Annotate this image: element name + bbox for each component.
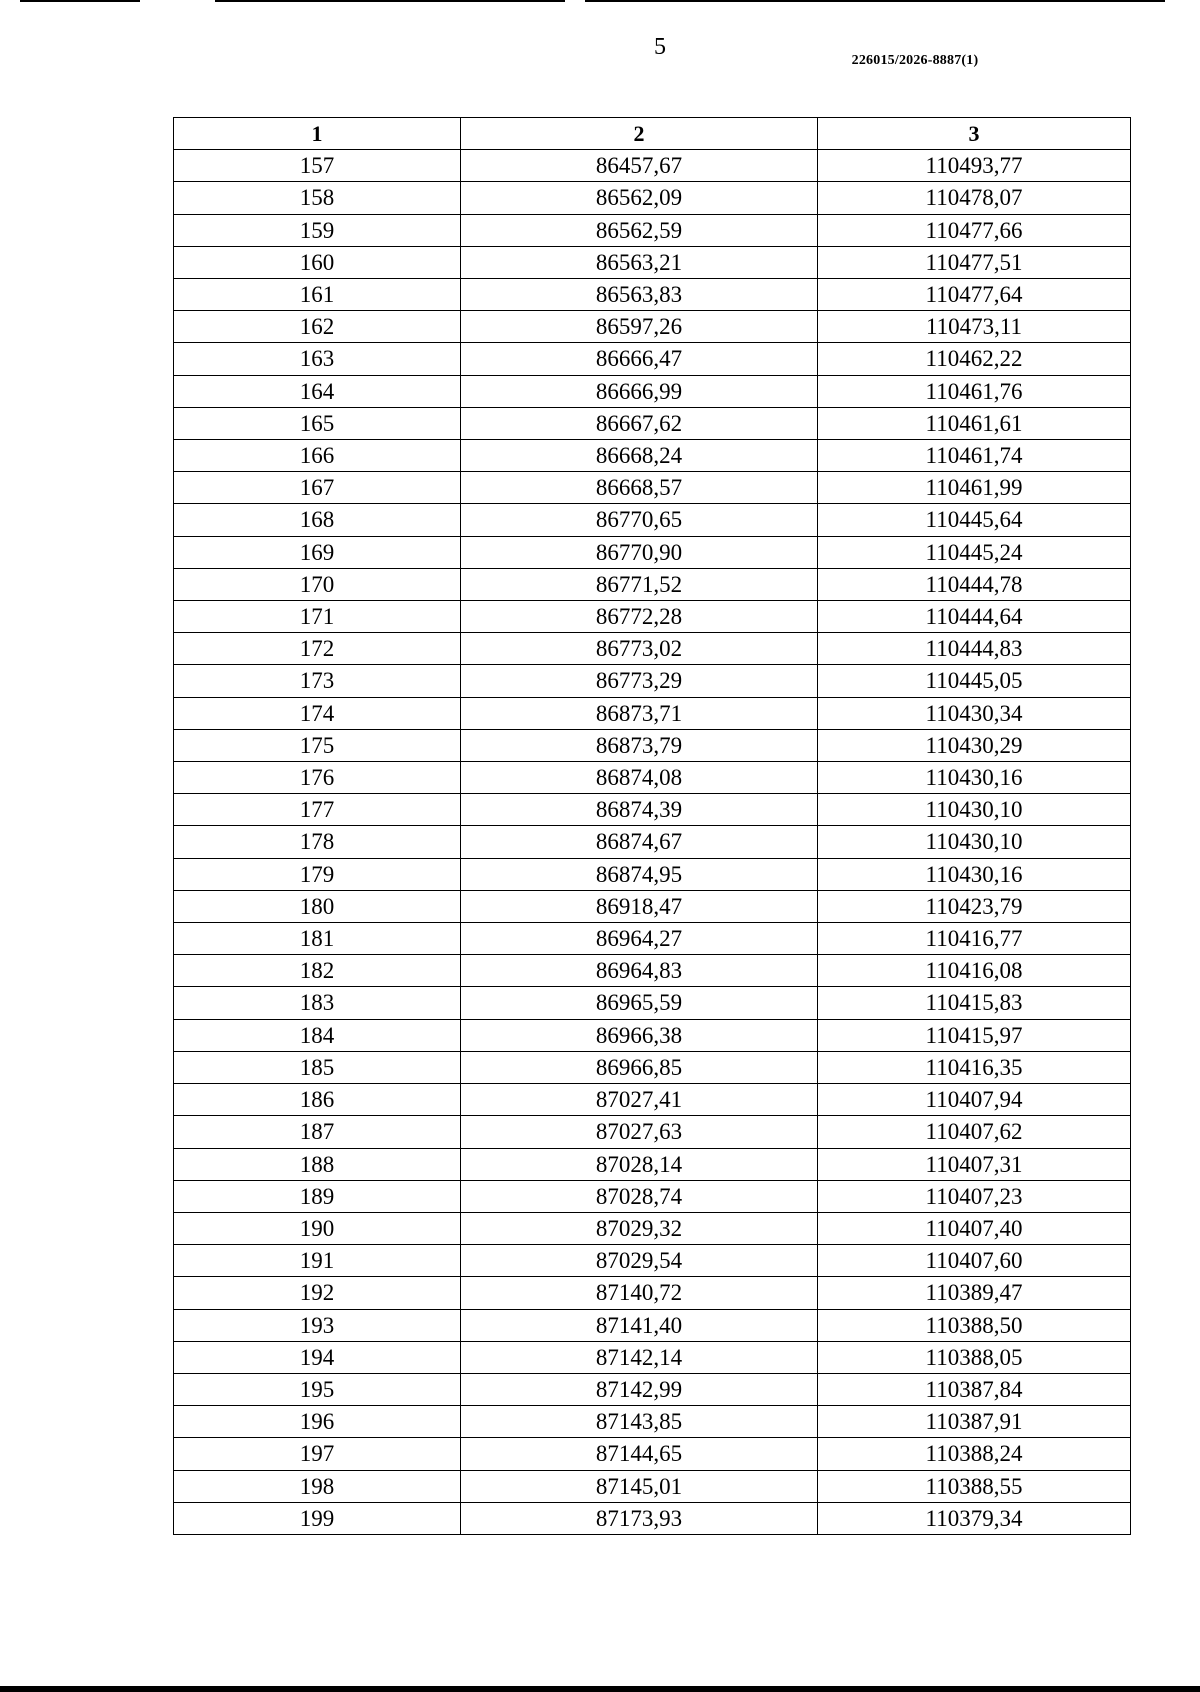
document-reference: 226015/2026-8887(1) — [851, 53, 979, 68]
x-coordinate-cell: 87142,14 — [461, 1341, 818, 1373]
point-number-cell: 193 — [174, 1309, 461, 1341]
y-coordinate-cell: 110407,40 — [818, 1212, 1131, 1244]
table-row — [174, 472, 1131, 504]
point-number-cell: 164 — [174, 375, 461, 407]
y-coordinate-cell: 110388,55 — [818, 1470, 1131, 1502]
table-row — [174, 504, 1131, 536]
x-coordinate-cell: 87027,41 — [461, 1084, 818, 1116]
point-number-cell: 171 — [174, 601, 461, 633]
point-number-cell: 165 — [174, 407, 461, 439]
table-row — [174, 955, 1131, 987]
x-coordinate-cell: 86770,65 — [461, 504, 818, 536]
y-coordinate-cell: 110477,51 — [818, 246, 1131, 278]
y-coordinate-cell: 110389,47 — [818, 1277, 1131, 1309]
y-coordinate-cell: 110415,97 — [818, 1019, 1131, 1051]
point-number-cell: 183 — [174, 987, 461, 1019]
table-row — [174, 794, 1131, 826]
top-scan-rule-right — [585, 0, 1165, 2]
table-row — [174, 1084, 1131, 1116]
table-row — [174, 923, 1131, 955]
table-row — [174, 1373, 1131, 1405]
y-coordinate-cell: 110407,60 — [818, 1245, 1131, 1277]
table-row — [174, 1309, 1131, 1341]
point-number-cell: 196 — [174, 1406, 461, 1438]
table-row — [174, 375, 1131, 407]
column-header: 3 — [818, 118, 1131, 150]
table-row — [174, 568, 1131, 600]
x-coordinate-cell: 86668,57 — [461, 472, 818, 504]
table-row — [174, 1019, 1131, 1051]
x-coordinate-cell: 86597,26 — [461, 311, 818, 343]
y-coordinate-cell: 110407,62 — [818, 1116, 1131, 1148]
y-coordinate-cell: 110445,24 — [818, 536, 1131, 568]
x-coordinate-cell: 87028,74 — [461, 1180, 818, 1212]
point-number-cell: 174 — [174, 697, 461, 729]
y-coordinate-cell: 110462,22 — [818, 343, 1131, 375]
x-coordinate-cell: 86563,83 — [461, 279, 818, 311]
point-number-cell: 198 — [174, 1470, 461, 1502]
point-number-cell: 188 — [174, 1148, 461, 1180]
point-number-cell: 167 — [174, 472, 461, 504]
x-coordinate-cell: 86771,52 — [461, 568, 818, 600]
x-coordinate-cell: 87173,93 — [461, 1502, 818, 1534]
point-number-cell: 160 — [174, 246, 461, 278]
x-coordinate-cell: 86666,99 — [461, 375, 818, 407]
x-coordinate-cell: 86873,79 — [461, 729, 818, 761]
point-number-cell: 187 — [174, 1116, 461, 1148]
y-coordinate-cell: 110444,64 — [818, 601, 1131, 633]
table-row — [174, 311, 1131, 343]
table-row — [174, 1245, 1131, 1277]
y-coordinate-cell: 110407,94 — [818, 1084, 1131, 1116]
x-coordinate-cell: 87143,85 — [461, 1406, 818, 1438]
point-number-cell: 173 — [174, 665, 461, 697]
x-coordinate-cell: 86773,29 — [461, 665, 818, 697]
point-number-cell: 162 — [174, 311, 461, 343]
y-coordinate-cell: 110430,16 — [818, 762, 1131, 794]
table-row — [174, 729, 1131, 761]
x-coordinate-cell: 86457,67 — [461, 150, 818, 182]
y-coordinate-cell: 110407,31 — [818, 1148, 1131, 1180]
column-header: 1 — [174, 118, 461, 150]
point-number-cell: 163 — [174, 343, 461, 375]
table-row — [174, 1116, 1131, 1148]
y-coordinate-cell: 110461,74 — [818, 440, 1131, 472]
point-number-cell: 179 — [174, 858, 461, 890]
x-coordinate-cell: 86874,67 — [461, 826, 818, 858]
table-row — [174, 826, 1131, 858]
x-coordinate-cell: 87029,54 — [461, 1245, 818, 1277]
x-coordinate-cell: 86874,39 — [461, 794, 818, 826]
x-coordinate-cell: 86562,59 — [461, 214, 818, 246]
point-number-cell: 186 — [174, 1084, 461, 1116]
x-coordinate-cell: 87144,65 — [461, 1438, 818, 1470]
y-coordinate-cell: 110444,83 — [818, 633, 1131, 665]
point-number-cell: 157 — [174, 150, 461, 182]
y-coordinate-cell: 110445,05 — [818, 665, 1131, 697]
point-number-cell: 169 — [174, 536, 461, 568]
point-number-cell: 170 — [174, 568, 461, 600]
y-coordinate-cell: 110430,29 — [818, 729, 1131, 761]
y-coordinate-cell: 110477,64 — [818, 279, 1131, 311]
table-row — [174, 182, 1131, 214]
point-number-cell: 194 — [174, 1341, 461, 1373]
y-coordinate-cell: 110416,08 — [818, 955, 1131, 987]
page-number: 5 — [654, 34, 666, 60]
point-number-cell: 172 — [174, 633, 461, 665]
x-coordinate-cell: 86874,95 — [461, 858, 818, 890]
x-coordinate-cell: 86668,24 — [461, 440, 818, 472]
x-coordinate-cell: 86667,62 — [461, 407, 818, 439]
top-scan-rule-left — [20, 0, 140, 2]
column-header: 2 — [461, 118, 818, 150]
y-coordinate-cell: 110445,64 — [818, 504, 1131, 536]
top-scan-rule-middle — [215, 0, 565, 2]
coordinates-table — [173, 117, 1131, 1535]
y-coordinate-cell: 110423,79 — [818, 890, 1131, 922]
y-coordinate-cell: 110478,07 — [818, 182, 1131, 214]
x-coordinate-cell: 86772,28 — [461, 601, 818, 633]
y-coordinate-cell: 110430,10 — [818, 826, 1131, 858]
table-row — [174, 1341, 1131, 1373]
x-coordinate-cell: 87140,72 — [461, 1277, 818, 1309]
x-coordinate-cell: 86563,21 — [461, 246, 818, 278]
point-number-cell: 181 — [174, 923, 461, 955]
x-coordinate-cell: 86773,02 — [461, 633, 818, 665]
table-row — [174, 858, 1131, 890]
table-row — [174, 343, 1131, 375]
x-coordinate-cell: 87145,01 — [461, 1470, 818, 1502]
x-coordinate-cell: 86966,85 — [461, 1051, 818, 1083]
point-number-cell: 158 — [174, 182, 461, 214]
x-coordinate-cell: 86965,59 — [461, 987, 818, 1019]
table-row — [174, 1148, 1131, 1180]
table-row — [174, 633, 1131, 665]
point-number-cell: 168 — [174, 504, 461, 536]
x-coordinate-cell: 87029,32 — [461, 1212, 818, 1244]
table-row — [174, 1406, 1131, 1438]
y-coordinate-cell: 110388,50 — [818, 1309, 1131, 1341]
table-row — [174, 665, 1131, 697]
point-number-cell: 191 — [174, 1245, 461, 1277]
x-coordinate-cell: 86964,83 — [461, 955, 818, 987]
y-coordinate-cell: 110430,34 — [818, 697, 1131, 729]
point-number-cell: 189 — [174, 1180, 461, 1212]
y-coordinate-cell: 110416,77 — [818, 923, 1131, 955]
y-coordinate-cell: 110493,77 — [818, 150, 1131, 182]
point-number-cell: 177 — [174, 794, 461, 826]
point-number-cell: 192 — [174, 1277, 461, 1309]
point-number-cell: 195 — [174, 1373, 461, 1405]
x-coordinate-cell: 86964,27 — [461, 923, 818, 955]
table-row — [174, 1277, 1131, 1309]
point-number-cell: 178 — [174, 826, 461, 858]
x-coordinate-cell: 86874,08 — [461, 762, 818, 794]
y-coordinate-cell: 110416,35 — [818, 1051, 1131, 1083]
table-row — [174, 1180, 1131, 1212]
y-coordinate-cell: 110477,66 — [818, 214, 1131, 246]
y-coordinate-cell: 110387,84 — [818, 1373, 1131, 1405]
table-row — [174, 246, 1131, 278]
x-coordinate-cell: 87027,63 — [461, 1116, 818, 1148]
point-number-cell: 184 — [174, 1019, 461, 1051]
table-row — [174, 150, 1131, 182]
y-coordinate-cell: 110461,61 — [818, 407, 1131, 439]
table-header-row — [174, 118, 1131, 150]
x-coordinate-cell: 86873,71 — [461, 697, 818, 729]
y-coordinate-cell: 110461,76 — [818, 375, 1131, 407]
x-coordinate-cell: 86666,47 — [461, 343, 818, 375]
point-number-cell: 159 — [174, 214, 461, 246]
point-number-cell: 197 — [174, 1438, 461, 1470]
bottom-scan-rule — [0, 1686, 1200, 1692]
table-body — [174, 150, 1131, 1535]
table-row — [174, 1470, 1131, 1502]
y-coordinate-cell: 110473,11 — [818, 311, 1131, 343]
table-row — [174, 440, 1131, 472]
x-coordinate-cell: 86918,47 — [461, 890, 818, 922]
y-coordinate-cell: 110430,16 — [818, 858, 1131, 890]
x-coordinate-cell: 86770,90 — [461, 536, 818, 568]
x-coordinate-cell: 87142,99 — [461, 1373, 818, 1405]
point-number-cell: 161 — [174, 279, 461, 311]
point-number-cell: 185 — [174, 1051, 461, 1083]
y-coordinate-cell: 110388,24 — [818, 1438, 1131, 1470]
point-number-cell: 180 — [174, 890, 461, 922]
point-number-cell: 166 — [174, 440, 461, 472]
x-coordinate-cell: 87028,14 — [461, 1148, 818, 1180]
table-row — [174, 762, 1131, 794]
y-coordinate-cell: 110461,99 — [818, 472, 1131, 504]
point-number-cell: 190 — [174, 1212, 461, 1244]
point-number-cell: 176 — [174, 762, 461, 794]
y-coordinate-cell: 110407,23 — [818, 1180, 1131, 1212]
y-coordinate-cell: 110430,10 — [818, 794, 1131, 826]
table-row — [174, 407, 1131, 439]
table-row — [174, 697, 1131, 729]
y-coordinate-cell: 110388,05 — [818, 1341, 1131, 1373]
table-row — [174, 890, 1131, 922]
point-number-cell: 175 — [174, 729, 461, 761]
table-row — [174, 1212, 1131, 1244]
table-row — [174, 987, 1131, 1019]
y-coordinate-cell: 110444,78 — [818, 568, 1131, 600]
y-coordinate-cell: 110387,91 — [818, 1406, 1131, 1438]
table-row — [174, 214, 1131, 246]
y-coordinate-cell: 110379,34 — [818, 1502, 1131, 1534]
table-row — [174, 536, 1131, 568]
x-coordinate-cell: 87141,40 — [461, 1309, 818, 1341]
table-row — [174, 279, 1131, 311]
table-row — [174, 1502, 1131, 1534]
table-row — [174, 601, 1131, 633]
x-coordinate-cell: 86562,09 — [461, 182, 818, 214]
y-coordinate-cell: 110415,83 — [818, 987, 1131, 1019]
point-number-cell: 199 — [174, 1502, 461, 1534]
x-coordinate-cell: 86966,38 — [461, 1019, 818, 1051]
table-row — [174, 1051, 1131, 1083]
point-number-cell: 182 — [174, 955, 461, 987]
table-row — [174, 1438, 1131, 1470]
